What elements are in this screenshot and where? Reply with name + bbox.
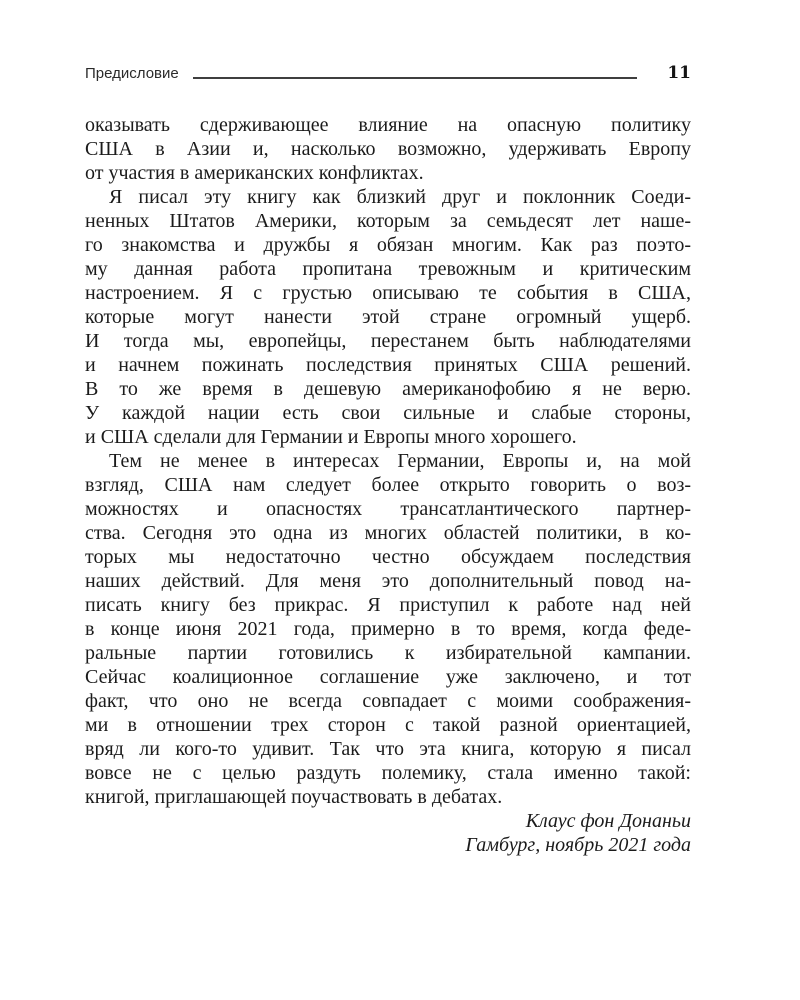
text-line: взгляд, США нам следует более открыто говорить о воз- [85, 474, 691, 496]
text-line: наших действий. Для меня это дополнительный повод на- [85, 570, 691, 592]
text-line: вовсе не с целью раздуть полемику, стала именно такой: [85, 762, 691, 784]
text-line: в конце июня 2021 года, примерно в то время, когда феде- [85, 618, 691, 640]
text-line: Сейчас коалиционное соглашение уже заключено, и тот [85, 666, 691, 688]
text-line: настроением. Я с грустью описываю те события в США, [85, 282, 691, 304]
signature-author: Клаус фон Донаньи [525, 810, 691, 832]
section-title: Предисловие [85, 65, 179, 82]
text-line: Я писал эту книгу как близкий друг и поклонник Соеди- [109, 186, 691, 208]
page-number: 11 [667, 63, 691, 83]
header-rule [193, 77, 638, 79]
signature-block [85, 809, 691, 857]
running-header [85, 63, 691, 83]
text-line: му данная работа пропитана тревожным и критическим [85, 258, 691, 280]
body-text [85, 113, 691, 809]
text-line: писать книгу без прикрас. Я приступил к работе над ней [85, 594, 691, 616]
text-line: оказывать сдерживающее влияние на опасную политику [85, 114, 691, 136]
text-line: У каждой нации есть свои сильные и слабые стороны, [85, 402, 691, 424]
text-line: В то же время в дешевую американофобию я не верю. [85, 378, 691, 400]
text-line: ства. Сегодня это одна из многих областей политики, в ко- [85, 522, 691, 544]
text-line: и начнем пожинать последствия принятых США решений. [85, 354, 691, 376]
text-line: США в Азии и, насколько возможно, удерживать Европу [85, 138, 691, 160]
text-line: Тем не менее в интересах Германии, Европы и, на мой [109, 450, 691, 472]
text-line: вряд ли кого-то удивит. Так что эта книга, которую я писал [85, 738, 691, 760]
text-line: И тогда мы, европейцы, перестанем быть наблюдателями [85, 330, 691, 352]
text-line: факт, что оно не всегда совпадает с моими соображения- [85, 690, 691, 712]
text-line: торых мы недостаточно честно обсуждаем последствия [85, 546, 691, 568]
text-line: и США сделали для Германии и Европы много хорошего. [85, 426, 577, 448]
text-line: которые могут нанести этой стране огромный ущерб. [85, 306, 691, 328]
signature-place-date: Гамбург, ноябрь 2021 года [465, 834, 691, 856]
text-line: можностях и опасностях трансатлантического партнер- [85, 498, 691, 520]
text-line: ненных Штатов Америки, которым за семьдесят лет наше- [85, 210, 691, 232]
text-line: ми в отношении трех сторон с такой разной ориентацией, [85, 714, 691, 736]
text-line: ральные партии готовились к избирательной кампании. [85, 642, 691, 664]
text-line: книгой, приглашающей поучаствовать в дебатах. [85, 786, 503, 808]
text-line: го знакомства и дружбы я обязан многим. Как раз поэто- [85, 234, 691, 256]
text-line: от участия в американских конфликтах. [85, 162, 424, 184]
